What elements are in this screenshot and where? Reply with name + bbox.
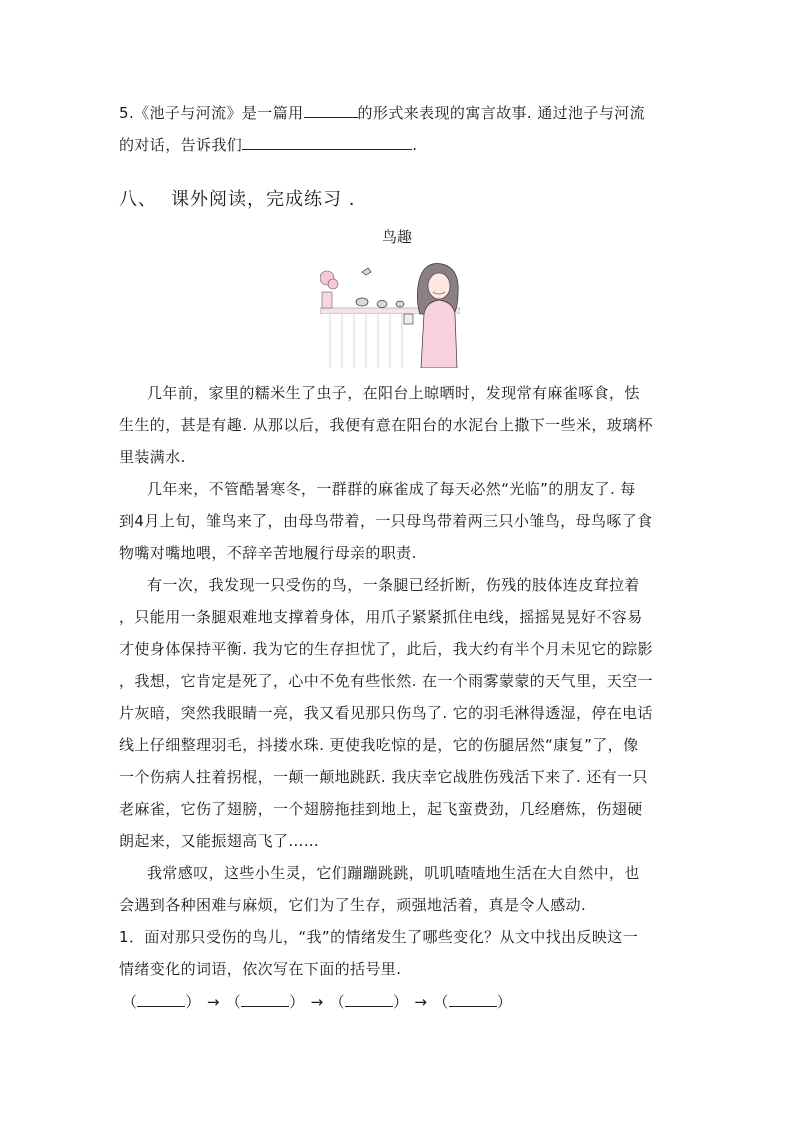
- q1-line-1: 1．面对那只受伤的鸟儿，“我”的情绪发生了哪些变化？从文中找出反映这一: [119, 928, 639, 946]
- q5-line1-after: 的形式来表现的寓言故事. 通过池子与河流: [357, 104, 646, 122]
- article-line-12: 线上仔细整理羽毛，抖搂水珠. 更使我吃惊的是，它的伤腿居然“康复”了，像: [119, 736, 639, 754]
- article-line-5: 到4月上旬，雏鸟来了，由母鸟带着，一只母鸟带着两三只小雏鸟，母鸟啄了食: [119, 512, 653, 530]
- q5-line-1: [119, 101, 645, 124]
- answer-blank-3[interactable]: [345, 990, 393, 1007]
- arrow-icon: →: [310, 993, 324, 1011]
- answer-close-paren-3: ）: [392, 993, 409, 1011]
- q5-blank-2[interactable]: [242, 133, 412, 150]
- arrow-icon: →: [206, 993, 220, 1011]
- article-line-14: 老麻雀，它伤了翅膀，一个翅膀拖挂到地上，起飞蛮费劲，几经磨炼，伤翅硬: [119, 800, 643, 818]
- article-line-7: 有一次，我发现一只受伤的鸟，一条腿已经折断，伤残的肢体连皮耷拉着: [147, 576, 640, 594]
- q5-line1-before: 5.《池子与河流》是一篇用: [119, 104, 304, 122]
- article-line-8: ，只能用一条腿艰难地支撑着身体，用爪子紧紧抓住电线，摇摇晃晃好不容易: [119, 608, 643, 626]
- q5-line2-after: .: [412, 136, 418, 154]
- answer-open-paren-1: （: [122, 993, 138, 1011]
- article-line-4: 几年来，不管酷暑寒冬，一群群的麻雀成了每天必然“光临”的朋友了. 每: [147, 480, 636, 498]
- article-line-2: 生生的，甚是有趣. 从那以后，我便有意在阳台的水泥台上撒下一些米，玻璃杯: [119, 416, 653, 434]
- article-line-6: 物嘴对嘴地喂，不辞辛苦地履行母亲的职责.: [119, 544, 417, 562]
- article-line-11: 片灰暗，突然我眼睛一亮，我又看见那只伤鸟了. 它的羽毛淋得透湿，停在电话: [119, 704, 653, 722]
- q5-line-2: [119, 133, 417, 156]
- section-heading: [119, 187, 355, 213]
- q1-line-2: 情绪变化的词语，依次写在下面的括号里.: [119, 960, 402, 978]
- answer-blank-2[interactable]: [241, 990, 289, 1007]
- article-line-10: ，我想，它肯定是死了，心中不免有些怅然. 在一个雨雾蒙蒙的天气里，天空一: [119, 672, 653, 690]
- article-line-16: 我常感叹，这些小生灵，它们蹦蹦跳跳，叽叽喳喳地生活在大自然中，也: [147, 864, 640, 882]
- illustration: [320, 256, 460, 368]
- answer-open-paren-2: （: [225, 993, 242, 1011]
- article-line-13: 一个伤病人拄着拐棍，一颠一颠地跳跃. 我庆幸它战胜伤残活下来了. 还有一只: [119, 768, 648, 786]
- answer-open-paren-3: （: [329, 993, 345, 1011]
- answer-close-paren-1: ）: [185, 993, 201, 1011]
- article-line-1: 几年前，家里的糯米生了虫子，在阳台上晾晒时，发现常有麻雀啄食，怯: [147, 384, 640, 402]
- q5-blank-1[interactable]: [304, 101, 358, 118]
- arrow-icon: →: [414, 993, 428, 1011]
- q1-answer-row: [122, 990, 512, 1013]
- article-line-17: 会遇到各种困难与麻烦，它们为了生存，顽强地活着，真是令人感动.: [119, 896, 587, 914]
- section-title: 课外阅读，完成练习 .: [171, 189, 356, 210]
- article-line-9: 才使身体保持平衡. 我为它的生存担忧了，此后，我大约有半个月未见它的踪影: [119, 640, 653, 658]
- girl-with-birds-illustration: [320, 256, 460, 368]
- article-title: 鸟趣: [381, 228, 412, 246]
- answer-blank-1[interactable]: [137, 990, 185, 1007]
- answer-close-paren-4: ）: [496, 993, 513, 1011]
- article-line-3: 里装满水.: [119, 448, 186, 466]
- section-number: 八、: [119, 189, 157, 210]
- answer-close-paren-2: ）: [289, 993, 305, 1011]
- article-line-15: 朗起来，又能振翅高飞了……: [119, 832, 320, 850]
- answer-blank-4[interactable]: [449, 990, 497, 1007]
- q5-line2-before: 的对话，告诉我们: [119, 136, 243, 154]
- answer-open-paren-4: （: [433, 993, 449, 1011]
